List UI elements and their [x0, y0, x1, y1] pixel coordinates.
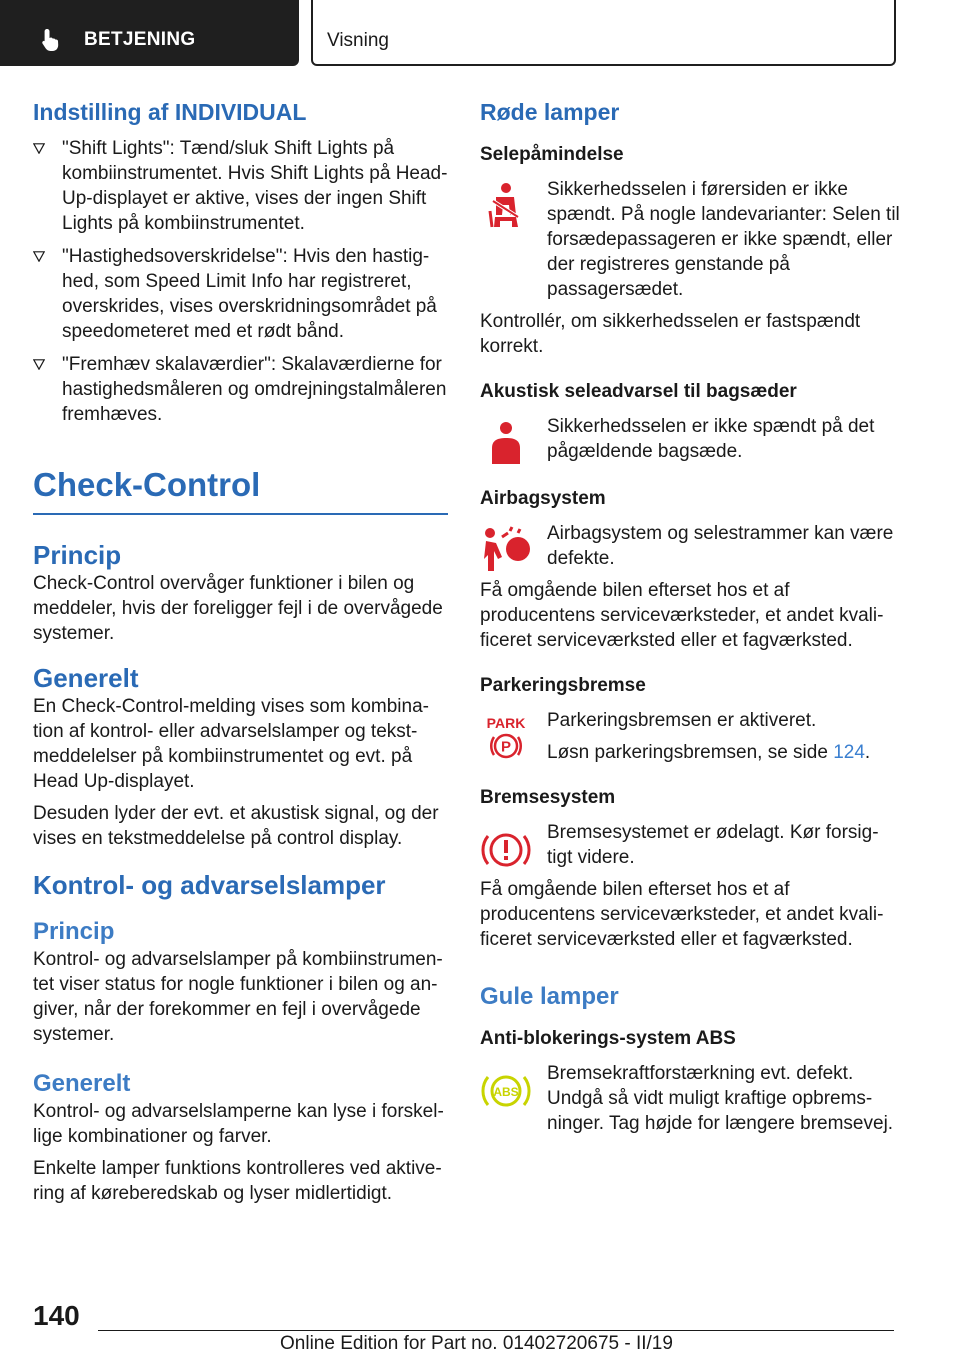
- princip2-heading: Princip: [33, 918, 115, 945]
- generelt2-text-2: Enkelte lamper funktions kontrolleres ved aktive-ring af køreberedskab og lyser midlertidigt.: [33, 1158, 442, 1204]
- parking-brake-icon: [480, 712, 532, 764]
- list-item: [33, 352, 448, 427]
- kontrol-heading: Kontrol- og advarselslamper: [33, 870, 386, 900]
- list-item: [33, 244, 448, 344]
- list-item-text: "Hastighedsoverskridelse": Hvis den hastig-hed, som Speed Limit Info har registreret, overskrides, vises overskridningsområdet på speedometeret med et rødt bånd.: [62, 246, 437, 342]
- page-reference-link[interactable]: 124: [833, 742, 865, 763]
- abs-icon-label: ABS: [493, 1085, 519, 1099]
- triangle-bullet-icon: [33, 359, 45, 370]
- parking-brake-text: Parkeringsbremsen er aktiveret.: [547, 710, 817, 731]
- parking-text-prefix: Løsn parkeringsbremsen, se side: [547, 742, 834, 763]
- footer-divider: [98, 1330, 894, 1331]
- rear-belt-heading: Akustisk seleadvarsel til bagsæder: [480, 381, 797, 402]
- hand-pointer-icon: [40, 27, 66, 53]
- individual-options-list: [33, 136, 448, 427]
- abs-warning-icon: [480, 1065, 532, 1117]
- brake-system-lamp-entry: [480, 820, 900, 870]
- princip2-text: Kontrol- og advarselslamper på kombiinstrumen-tet viser status for nogle funktioner i bilen og an-giver, når der forekommer en fejl i overvågede systemer.: [33, 949, 443, 1045]
- park-icon-label: PARK: [486, 715, 526, 731]
- page-header: [0, 0, 960, 66]
- title-divider: [33, 513, 448, 515]
- abs-heading: Anti-blokerings-system ABS: [480, 1028, 736, 1049]
- rear-seatbelt-icon: [480, 418, 532, 470]
- yellow-lamps-heading: Gule lamper: [480, 983, 619, 1010]
- generelt2-text-1: Kontrol- og advarselslamperne kan lyse i forskel-lige kombinationer og farver.: [33, 1101, 444, 1147]
- princip-heading: Princip: [33, 540, 122, 570]
- airbag-warning-icon: [480, 525, 532, 577]
- princip-text: Check-Control overvåger funktioner i bilen og meddeler, hvis der foreligger fejl i de overvågede systemer.: [33, 573, 443, 644]
- abs-text: Bremsekraftforstærkning evt. defekt. Undgå så vidt muligt kraftige opbrems-ninger. Tag højde for længere bremsevej.: [547, 1063, 894, 1134]
- chapter-tab[interactable]: [0, 0, 299, 66]
- generelt-text-1: En Check-Control-melding vises som kombina-tion af kontrol- eller advarselslamper og tekst-meddelelser på kombiinstrumentet og evt. på Head Up-displayet.: [33, 696, 429, 792]
- page-number: 140: [33, 1300, 80, 1331]
- parking-brake-lamp-entry: [480, 708, 900, 765]
- rear-belt-text: Sikkerhedsselen er ikke spændt på det pågældende bagsæde.: [547, 416, 875, 462]
- airbag-text: Airbagsystem og selestrammer kan være defekte.: [547, 523, 894, 569]
- right-column: [480, 98, 900, 1143]
- rear-belt-lamp-entry: [480, 414, 900, 476]
- section-tab[interactable]: [311, 0, 896, 66]
- check-control-title: Check-Control: [33, 466, 261, 503]
- individual-heading: Indstilling af INDIVIDUAL: [33, 99, 307, 125]
- red-lamps-heading: Røde lamper: [480, 99, 620, 125]
- airbag-lamp-entry: [480, 521, 900, 571]
- list-item-text: "Fremhæv skalaværdier": Skalaværdierne for hastighedsmåleren og omdrejningstalmåleren fremhæves.: [62, 354, 447, 425]
- list-item: [33, 136, 448, 236]
- list-item-text: "Shift Lights": Tænd/sluk Shift Lights på kombiinstrumentet. Hvis Shift Lights på Head-Up-displayet er aktive, vises der ingen Shift Lights på kombiinstrumentet.: [62, 138, 448, 234]
- brake-warning-icon: [480, 824, 532, 876]
- brake-text-2: Få omgående bilen efterset hos et af producentens serviceværksteder, et andet kvali-ficeret serviceværksted eller et fagværksted.: [480, 879, 884, 950]
- seatbelt-text: Sikkerhedsselen i førersiden er ikke spændt. På nogle landevarianter: Selen til forsædepassageren er ikke spændt, eller der registreres genstande på passagersædet.: [547, 179, 900, 300]
- seatbelt-warning-icon: [480, 181, 532, 233]
- parking-text-suffix: .: [864, 742, 871, 763]
- airbag-heading: Airbagsystem: [480, 488, 606, 509]
- left-column: [33, 98, 448, 1213]
- generelt-heading: Generelt: [33, 663, 139, 693]
- brake-text: Bremsesystemet er ødelagt. Kør forsig-tigt videre.: [547, 822, 879, 868]
- triangle-bullet-icon: [33, 251, 45, 262]
- seatbelt-lamp-entry: [480, 177, 900, 302]
- seatbelt-heading: Selepåmindelse: [480, 144, 624, 165]
- section-tab-label: Visning: [327, 30, 389, 51]
- brake-system-heading: Bremsesystem: [480, 787, 616, 808]
- airbag-text-2: Få omgående bilen efterset hos et af producentens serviceværksteder, et andet kvali-ficeret serviceværksted eller et fagværksted.: [480, 580, 884, 651]
- parking-brake-heading: Parkeringsbremse: [480, 675, 646, 696]
- edition-text: Online Edition for Part no. 01402720675 - II/19: [280, 1333, 673, 1354]
- generelt2-heading: Generelt: [33, 1070, 131, 1097]
- abs-lamp-entry: [480, 1061, 900, 1136]
- generelt-text-2: Desuden lyder der evt. et akustisk signal, og der vises en tekstmeddelelse på control display.: [33, 803, 439, 849]
- park-icon-letter: P: [500, 738, 512, 756]
- triangle-bullet-icon: [33, 143, 45, 154]
- chapter-tab-label: BETJENING: [84, 29, 196, 50]
- parking-brake-text-2: [547, 740, 900, 765]
- seatbelt-text-2: Kontrollér, om sikkerhedsselen er fastspændt korrekt.: [480, 311, 861, 357]
